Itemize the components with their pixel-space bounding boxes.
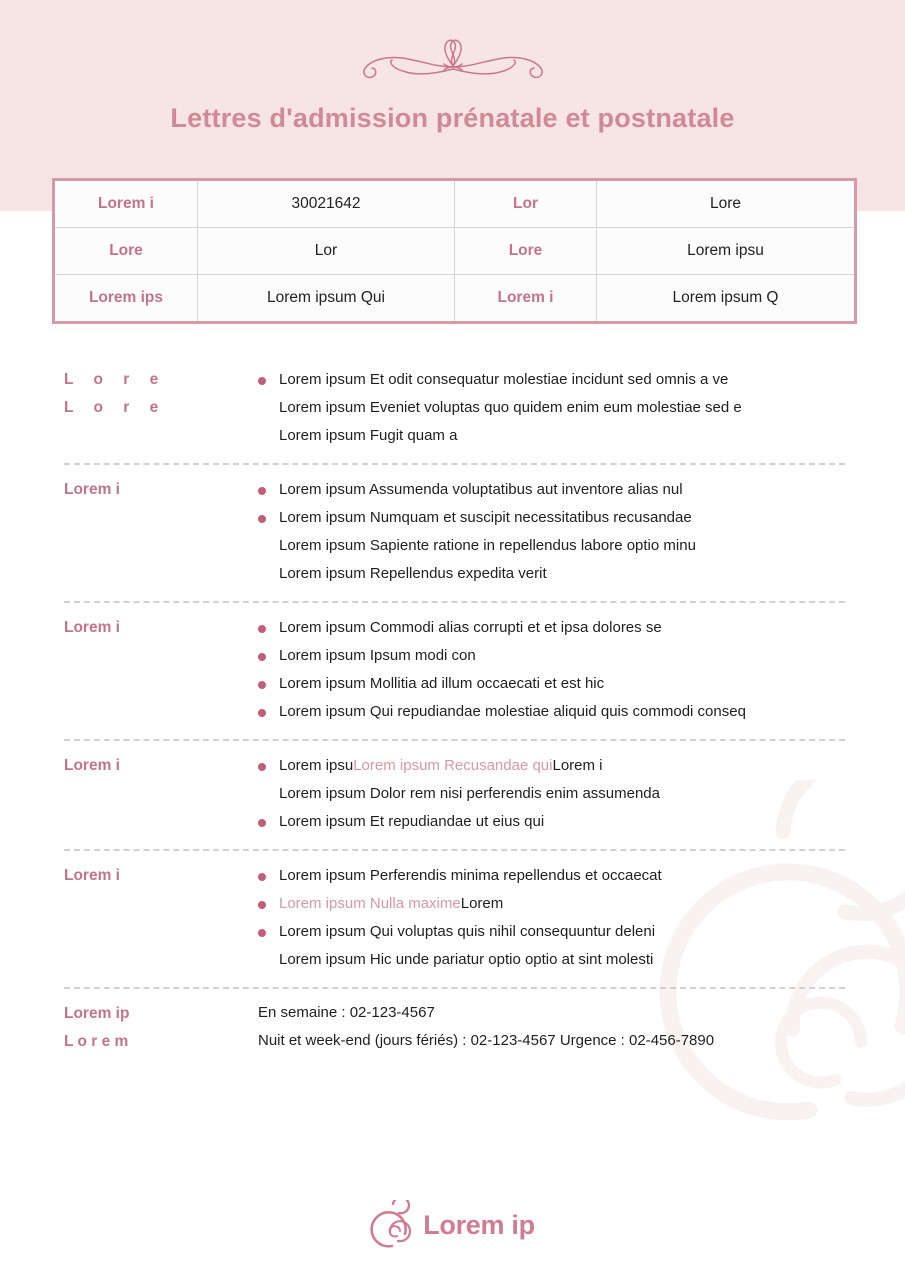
section-label-line: Lorem i [64, 867, 120, 884]
list-item-text: Lorem [460, 895, 504, 912]
bulleted-list-item: Lorem ipsum Perferendis minima repellendus et occaecat [258, 862, 845, 890]
highlighted-text: Lorem ipsum Nulla maxime [279, 895, 461, 912]
bulleted-list-item: Lorem ipsum Assumenda voluptatibus aut inventore alias nul [258, 476, 845, 504]
info-table-body [54, 180, 856, 323]
info-value: Lore [597, 180, 856, 228]
section-body [258, 465, 845, 601]
section-label-line: Lorem i [64, 757, 120, 774]
info-value: Lorem ipsum Qui [198, 275, 455, 323]
section-body [258, 603, 845, 739]
content-section [0, 851, 905, 987]
bulleted-list-item: Lorem ipsum Et odit consequatur molestiae incidunt sed omnis a ve [258, 366, 845, 394]
section-body [258, 989, 845, 1068]
info-value: Lorem ipsum Q [597, 275, 856, 323]
list-item: En semaine : 02-123-4567 [258, 1004, 435, 1021]
list-item: Lorem ipsum Eveniet voluptas quo quidem enim eum molestiae sed e [279, 399, 742, 416]
content-sections [0, 355, 905, 1068]
list-item-text: Lorem i [552, 757, 603, 774]
section-label [64, 465, 258, 504]
info-label: Lore [54, 228, 198, 275]
bulleted-list-item [258, 890, 845, 918]
bulleted-list-item [258, 752, 845, 780]
highlighted-text: Lorem ipsum Recusandae qui [353, 757, 553, 774]
content-section [0, 741, 905, 849]
table-row [54, 228, 856, 275]
list-item: Lorem ipsum Fugit quam a [279, 427, 458, 444]
section-label-line: Lorem i [64, 481, 120, 498]
section-label [64, 355, 258, 422]
content-section [0, 603, 905, 739]
list-item: Lorem ipsum Dolor rem nisi perferendis enim assumenda [279, 785, 660, 802]
bulleted-list-item: Lorem ipsum Qui repudiandae molestiae aliquid quis commodi conseq [258, 698, 845, 726]
list-item: Lorem ipsum Hic unde pariatur optio optio at sint molesti [279, 951, 654, 968]
info-value: 30021642 [198, 180, 455, 228]
page-title: Lettres d'admission prénatale et postnatale [170, 103, 735, 133]
section-label [64, 603, 258, 642]
info-label: Lorem ips [54, 275, 198, 323]
info-label: Lorem i [54, 180, 198, 228]
footer-logo-text: Lorem ip [423, 1209, 535, 1240]
bulleted-list-item: Lorem ipsum Qui voluptas quis nihil consequuntur deleni [258, 918, 845, 946]
table-row [54, 275, 856, 323]
section-body [258, 741, 845, 849]
content-section [0, 465, 905, 601]
bulleted-list-item: Lorem ipsum Numquam et suscipit necessitatibus recusandae [258, 504, 845, 532]
mother-and-child-spiral-logo-icon [370, 1200, 414, 1250]
section-label [64, 741, 258, 780]
section-body [258, 355, 845, 463]
info-value: Lor [198, 228, 455, 275]
info-label: Lore [455, 228, 597, 275]
patient-info-table [52, 178, 857, 324]
list-item: Lorem ipsum Sapiente ratione in repellendus labore optio minu [279, 537, 696, 554]
list-item: Lorem ipsum Repellendus expedita verit [279, 565, 547, 582]
bulleted-list-item: Lorem ipsum Ipsum modi con [258, 642, 845, 670]
section-label-line: Lorem i [64, 619, 120, 636]
section-label-line: L o r e [64, 371, 167, 388]
bulleted-list-item: Lorem ipsum Commodi alias corrupti et et ipsa dolores se [258, 614, 845, 642]
bulleted-list-item: Lorem ipsum Mollitia ad illum occaecati et est hic [258, 670, 845, 698]
info-value: Lorem ipsu [597, 228, 856, 275]
section-label-line: L o r e [64, 399, 167, 416]
contact-section [0, 989, 905, 1068]
list-item-text: Lorem ipsu [279, 757, 354, 774]
section-label-line: L o r e m [64, 1033, 129, 1050]
table-row [54, 180, 856, 228]
section-label [64, 989, 258, 1056]
content-section [0, 355, 905, 463]
info-label: Lorem i [455, 275, 597, 323]
flourish-ornament-icon [348, 36, 558, 82]
bulleted-list-item: Lorem ipsum Et repudiandae ut eius qui [258, 808, 845, 836]
info-label: Lor [455, 180, 597, 228]
section-body [258, 851, 845, 987]
section-label [64, 851, 258, 890]
list-item: Nuit et week-end (jours fériés) : 02-123-4567 Urgence : 02-456-7890 [258, 1032, 715, 1049]
footer-logo [0, 1200, 905, 1250]
section-label-line: Lorem ip [64, 1005, 130, 1022]
